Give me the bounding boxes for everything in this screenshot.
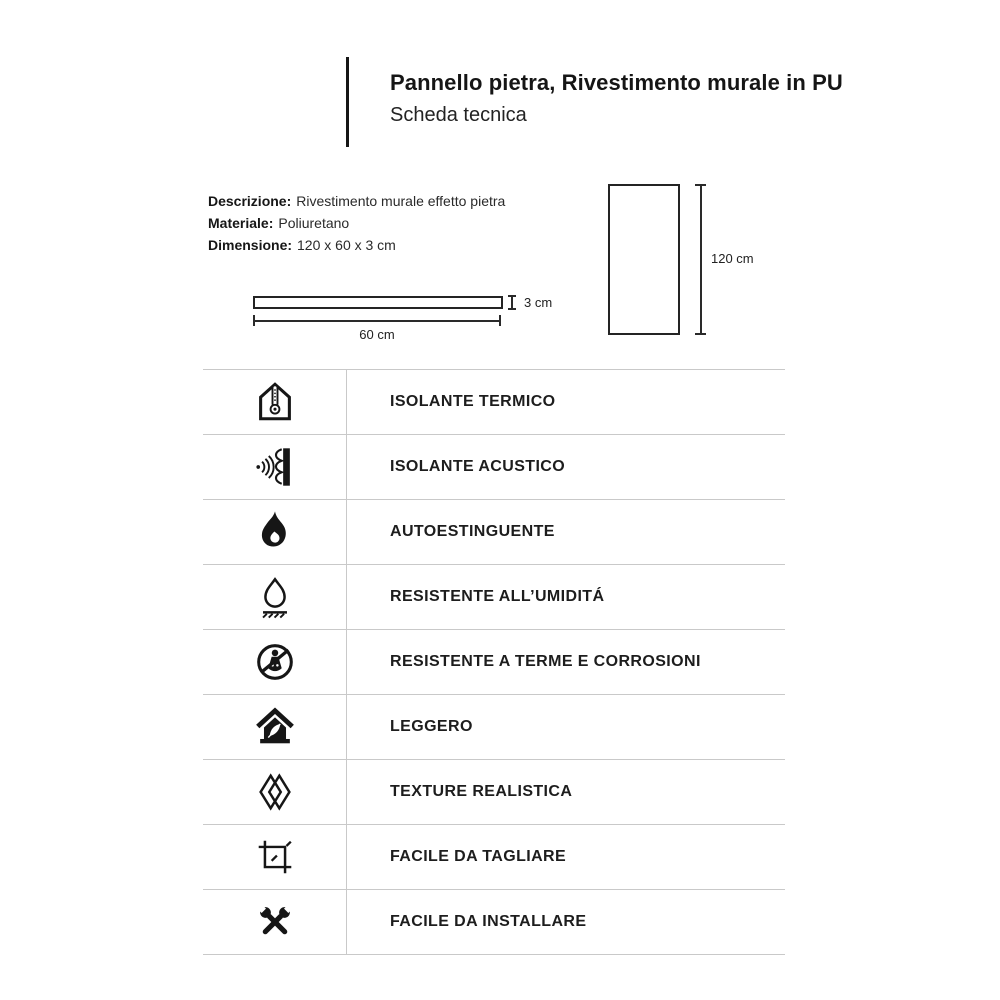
page-subtitle: Scheda tecnica <box>390 104 527 126</box>
width-dimension-line <box>253 320 501 322</box>
thickness-dimension-marker-cap-top <box>508 295 516 297</box>
width-dimension-tick-left <box>253 315 255 326</box>
feature-row-texture <box>203 760 785 825</box>
spec-material-label: Materiale: <box>208 215 274 231</box>
page-title: Pannello pietra, Rivestimento murale in PU <box>390 70 843 95</box>
specs-block <box>208 190 505 256</box>
feature-row-install <box>203 890 785 955</box>
spec-description <box>208 190 505 212</box>
feature-row-lightweight <box>203 695 785 760</box>
feature-label: AUTOESTINGUENTE <box>390 523 555 540</box>
feature-row-cut <box>203 825 785 890</box>
spec-dimension <box>208 234 505 256</box>
easy-to-cut-icon <box>252 834 298 880</box>
self-extinguishing-icon <box>252 509 298 555</box>
panel-side-view-drawing <box>253 296 503 309</box>
moisture-resistant-icon <box>252 574 298 620</box>
spec-description-label: Descrizione: <box>208 193 292 209</box>
feature-label: FACILE DA TAGLIARE <box>390 848 567 865</box>
spec-material-value: Poliuretano <box>278 215 350 231</box>
header-accent-line <box>346 57 349 147</box>
thermal-insulation-icon <box>252 379 298 425</box>
thickness-dimension-label: 3 cm <box>524 295 553 310</box>
spec-dimension-value: 120 x 60 x 3 cm <box>297 237 396 253</box>
acoustic-insulation-icon <box>252 444 298 490</box>
spec-dimension-label: Dimensione: <box>208 237 293 253</box>
feature-row-selfextinguishing <box>203 500 785 565</box>
feature-row-acoustic <box>203 435 785 500</box>
height-dimension-tick-bottom <box>695 333 706 335</box>
features-table <box>203 369 785 955</box>
width-dimension-tick-right <box>499 315 501 326</box>
feature-label: RESISTENTE A TERME E CORROSIONI <box>390 653 701 670</box>
height-dimension-label: 120 cm <box>711 251 754 266</box>
lightweight-icon <box>252 704 298 750</box>
feature-label: ISOLANTE ACUSTICO <box>390 458 566 475</box>
feature-label: TEXTURE REALISTICA <box>390 783 573 800</box>
spec-description-value: Rivestimento murale effetto pietra <box>296 193 506 209</box>
width-dimension-label: 60 cm <box>359 327 395 342</box>
termite-corrosion-resistant-icon <box>252 639 298 685</box>
feature-label: FACILE DA INSTALLARE <box>390 913 587 930</box>
easy-to-install-icon <box>252 899 298 945</box>
realistic-texture-icon <box>252 769 298 815</box>
spec-material <box>208 212 505 234</box>
thickness-dimension-marker-cap-bottom <box>508 308 516 310</box>
height-dimension-tick-top <box>695 184 706 186</box>
height-dimension-line <box>700 184 702 335</box>
feature-label: RESISTENTE ALL’UMIDITÁ <box>390 588 605 605</box>
feature-label: LEGGERO <box>390 718 473 735</box>
feature-row-thermal <box>203 370 785 435</box>
feature-row-termite <box>203 630 785 695</box>
panel-front-view-drawing <box>608 184 680 335</box>
feature-label: ISOLANTE TERMICO <box>390 393 556 410</box>
feature-row-moisture <box>203 565 785 630</box>
